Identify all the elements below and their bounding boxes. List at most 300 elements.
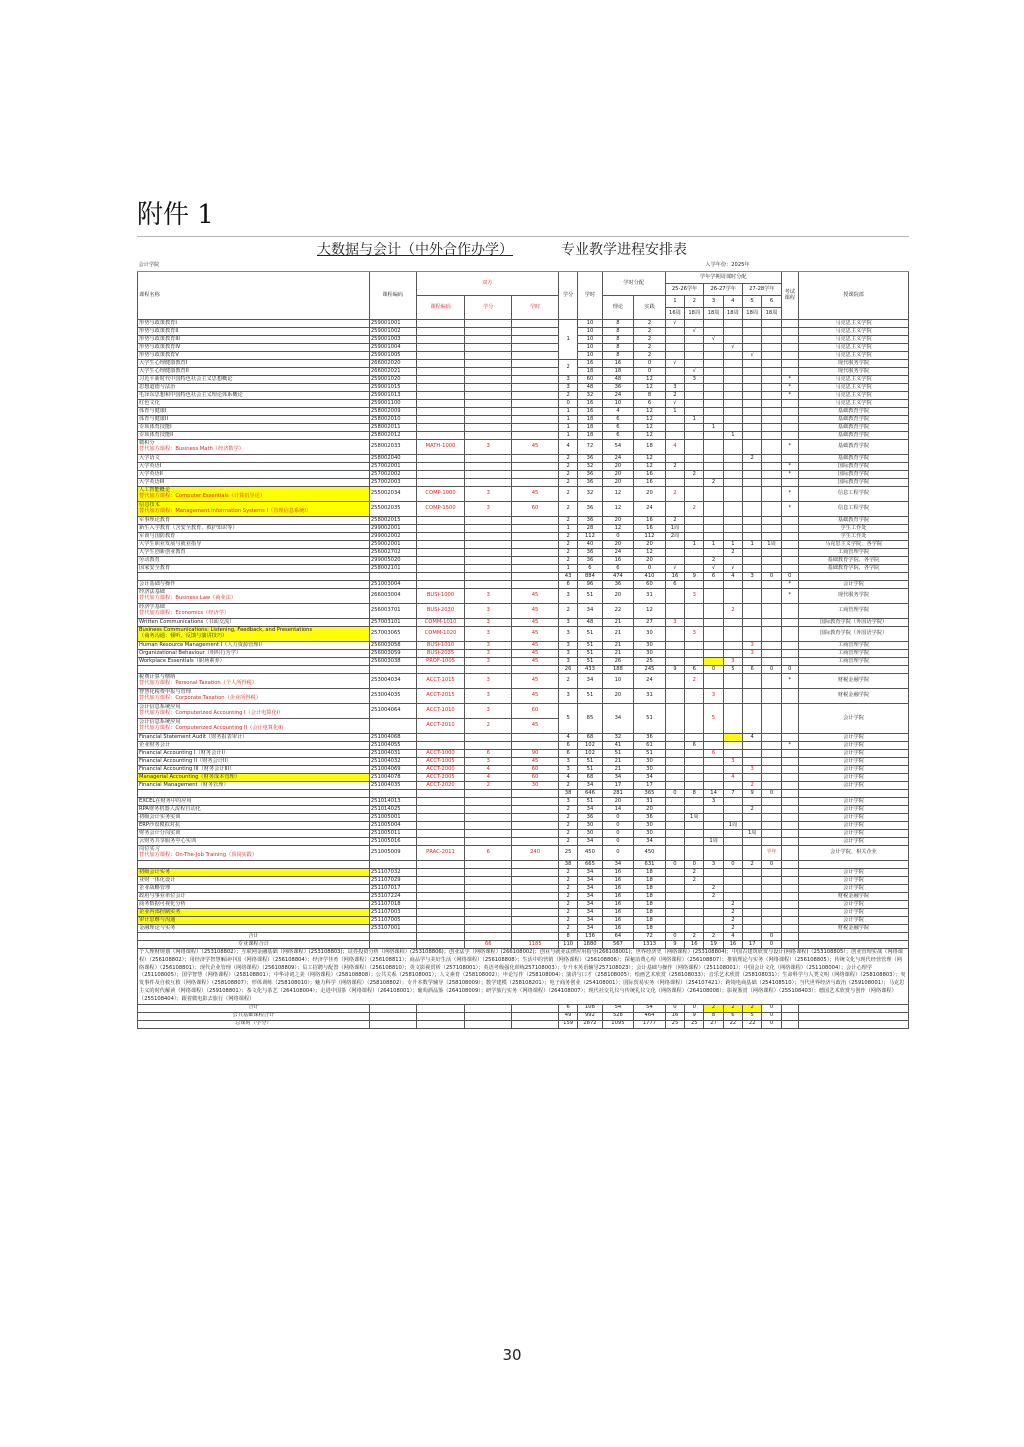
course-code: 251004035 [369,782,416,790]
foreign-credit [465,909,512,917]
semester-3-hours [704,627,723,642]
summary-hours: 992 [578,1012,602,1020]
semester-3-hours [704,549,723,557]
foreign-code: ACCT-1005 [416,758,465,766]
practice-hours: 18 [634,893,666,901]
foreign-hours [512,541,559,549]
teaching-dept: 国际教育学院（外国语学院） [798,619,908,627]
semester-1-hours [665,368,684,376]
semester-6-hours [762,479,781,487]
semester-4-hours: 2 [723,901,742,909]
credit: 2 [558,549,577,557]
hours: 36 [578,455,602,463]
semester-1-hours [665,822,684,830]
theory-hours: 21 [602,619,634,627]
foreign-code [416,909,465,917]
hours: 60 [578,376,602,384]
empty-cell [781,1004,798,1012]
course-code: 259001020 [369,376,416,384]
semester-1-hours [665,925,684,933]
summary-sem-4: 22 [723,1020,742,1028]
semester-1-hours: √ [665,360,684,368]
foreign-hours: 45 [512,627,559,642]
foreign-hours: 45 [512,440,559,455]
semester-1-hours [665,328,684,336]
course-name: 大学英语II [138,471,370,479]
foreign-credit [465,328,512,336]
practice-hours: 12 [634,416,666,424]
foreign-hours [512,432,559,440]
theory-hours: 8 [602,344,634,352]
credit: 3 [558,798,577,806]
teaching-dept: 工商管理学院 [798,549,908,557]
semester-6-hours [762,742,781,750]
hours: 102 [578,750,602,758]
teaching-dept: 马克思主义学院 [798,344,908,352]
course-code: 257002003 [369,479,416,487]
foreign-hours [512,471,559,479]
semester-3-hours: 1 [704,424,723,432]
semester-1-hours: 1 [665,408,684,416]
subtotal-sem-4: 5 [723,666,742,674]
credit: 1 [558,408,577,416]
semester-2-hours [685,455,704,463]
foreign-credit [465,806,512,814]
public-electives-row [138,949,909,1005]
foreign-hours [512,806,559,814]
semester-5-hours [743,525,762,533]
teaching-dept: 财税金融学院 [798,674,908,689]
hours: 34 [578,909,602,917]
theory-hours: 20 [602,541,634,549]
credit: 2 [558,487,577,502]
exam-flag [781,917,798,925]
subtotal-credit: 38 [558,790,577,798]
teaching-dept: 马克思主义学院、各学院 [798,541,908,549]
course-name-cn: 税费计算与缴纳 [139,674,176,681]
subtotal-sem-2: 8 [685,790,704,798]
theory-hours: 8 [602,336,634,344]
subtotal-name-cell [138,666,370,674]
header-foreign: 双方 [416,272,558,296]
hours: 51 [578,650,602,658]
semester-4-hours [723,627,742,642]
credit: 3 [558,376,577,384]
semester-4-hours [723,704,742,734]
subtotal-practice: 631 [634,861,666,869]
theory-hours: 51 [602,750,634,758]
exam-flag: * [781,589,798,604]
semester-1-hours: 1周 [665,525,684,533]
subtotal-code-cell [369,666,416,674]
hours: 34 [578,806,602,814]
subtotal-theory: 34 [602,861,634,869]
header-weeks-5: 18周 [743,308,762,320]
course-row [138,750,909,758]
foreign-credit: 3 [465,658,512,666]
semester-3-hours: 2 [704,893,723,901]
course-row [138,565,909,573]
header-year-2: 26-27学年 [704,284,743,296]
header-weeks-1: 16周 [665,308,684,320]
semester-6-hours [762,806,781,814]
semester-2-hours [685,344,704,352]
foreign-code [416,408,465,416]
foreign-credit: 3 [465,650,512,658]
semester-4-hours [723,517,742,525]
foreign-hours [512,869,559,877]
course-row [138,704,909,719]
course-row [138,352,909,360]
elective-total-sem-1: 0 [665,933,684,941]
semester-5-hours [743,925,762,933]
exam-flag: * [781,487,798,502]
exam-flag [781,541,798,549]
theory-hours: 12 [602,525,634,533]
summary-sem-6: 0 [762,1012,781,1020]
major-total-fhours: 1185 [512,941,559,949]
hours: 68 [578,734,602,742]
empty-cell [369,1012,416,1020]
course-row [138,925,909,933]
credit: 3 [558,758,577,766]
header-credit: 学分 [558,272,577,320]
theory-hours: 16 [602,917,634,925]
theory-hours: 12 [602,502,634,517]
semester-3-hours [704,533,723,541]
foreign-code: ACCT-1000 [416,750,465,758]
foreign-code [416,925,465,933]
major-total-sem-3: 19 [704,941,723,949]
practice-hours: 31 [634,689,666,704]
empty-cell [781,941,798,949]
semester-3-hours [704,901,723,909]
hours: 34 [578,885,602,893]
semester-3-hours [704,328,723,336]
course-code: 299002002 [369,533,416,541]
substitute-course: 替代加方课程：Computer Essentials（计算机导论） [139,493,266,499]
foreign-code: PROF-1005 [416,658,465,666]
foreign-code: COMM-1020 [416,627,465,642]
semester-1-hours [665,424,684,432]
subtotal-row [138,666,909,674]
teaching-dept: 基础教育学院 [798,440,908,455]
foreign-code [416,517,465,525]
subtotal-dept-cell [798,666,908,674]
semester-4-hours [723,360,742,368]
semester-4-hours [723,463,742,471]
foreign-code [416,814,465,822]
semester-3-hours: 2 [704,557,723,565]
foreign-hours [512,479,559,487]
semester-1-hours [665,838,684,846]
elective-total-sem-5 [743,933,762,941]
semester-1-hours [665,471,684,479]
foreign-hours [512,877,559,885]
foreign-hours: 45 [512,604,559,619]
hours: 16 [578,408,602,416]
foreign-hours: 60 [512,704,559,719]
course-name: 商务数据可视化分析 [138,901,370,909]
course-name [138,627,370,642]
teaching-dept: 马克思主义学院 [798,336,908,344]
practice-hours: 2 [634,328,666,336]
hours: 48 [578,619,602,627]
public-electives-note: 个人理财规划（网络课程）（253108802）；互联网金融基础（网络课程）(253108803)；证券投资分析（网络课程）(253108806)；创业法学（网络课程）(266108002)；创业与就业法律应用指导(266108001)；世界经济史（网络课程）(253108804)；中国古建筑欣赏与设计(网络课程)（253108805）；创业管理实战（网络课程）（256108802）；用经济学智慧解读中国（网络课程）（256108804）；经济学佳肴（网络课程）（256108811）；商品学与美好生活（网络课程）（256108808）；生活中的营销（网络课程）（256108806）；探秘消费心理（网络课程）（256108807）；推销理论与实务（网络课程）（256108805）；传统文化与现代经营管理（网络课程）（256108801）；现代企业管理（网络课程）（256108809）；员工招聘与配置（网络课程）（256108810）；英文影视赏析（257108001）；英语考级强化训练257108003）；专升本英语辅导257108023）；会计基础与操作（网络课程）（251108001）；中国会计文化（网络课程）（251108004）；会计心理学（251108005）；国学智慧（网络课程）（258108801）；中华诗词之美（网络课程）（258108808）；公共关系（258108001）；人文素育（258108002）；申论写作（258108004）；演讲与口才（258108005）；绘画艺术欣赏（258108033）；音乐艺术欣赏（258108031）；生命科学与人类文明（网络课程）（258108803）；突发事件及自救互救（网络课程）（258108807）；形体训练（258108010）；魅力科学（网络课程）（258108802）；专升本数学辅导（258108009）；数学建模（258108201）；电子商务创业（254108001）；国际贸易实务（网络课程）（254107421）；跨境电商基础（254108510）；当代世界经济与政治（259108001）；马克思主义的时代解读（网络课程）（259108801）；茶文化与茶艺（264108004）；走进中国茶（网络课程）（264108001）；葡萄酒品鉴（264108009）；研学旅行实务（网络课程）（264108007）；现代社交礼仪与传统礼仪文化（网络课程）（264108008）；影视鉴赏（网络课程）（255108403）；德国艺术欣赏与创作（网络课程）（255108404）；跟着微电影去旅行（网络课程） [138,949,909,1005]
hours: 18 [578,368,602,376]
foreign-credit: 3 [465,619,512,627]
semester-6-hours [762,619,781,627]
foreign-hours: 45 [512,642,559,650]
semester-1-hours [665,376,684,384]
course-name: Financial Statement Audit（财务报表审计） [138,734,370,742]
foreign-credit [465,360,512,368]
subtotal-hours: 665 [578,861,602,869]
subtotal-code-cell [369,790,416,798]
teaching-dept: 会计学院 [798,838,908,846]
empty-cell [798,1012,908,1020]
subtotal-sem-3: 14 [704,790,723,798]
semester-5-hours [743,557,762,565]
foreign-credit: 3 [465,689,512,704]
elective-total-hours: 136 [578,933,602,941]
course-name: 红色文化 [138,400,370,408]
semester-5-hours [743,901,762,909]
hours: 6 [578,565,602,573]
teaching-dept: 会计学院 [798,758,908,766]
exam-flag [781,619,798,627]
semester-4-hours: 1 [723,432,742,440]
foreign-hours [512,336,559,344]
teaching-dept: 基础教育学院 [798,408,908,416]
practice-hours: 18 [634,869,666,877]
course-name-translation: （商务沟通：倾听、反馈与演讲技巧） [139,633,228,639]
semester-2-hours [685,352,704,360]
practice-hours: 2 [634,344,666,352]
semester-6-hours [762,360,781,368]
summary-sem-1: 16 [665,1012,684,1020]
foreign-credit: 3 [465,502,512,517]
semester-4-hours [723,581,742,589]
teaching-dept: 基础教育学院 [798,517,908,525]
exam-flag [781,704,798,734]
summary-row [138,1012,909,1020]
course-row [138,806,909,814]
theory-hours: 17 [602,782,634,790]
foreign-credit [465,352,512,360]
course-name [138,719,370,734]
title-suffix: 专业教学进程安排表 [561,242,687,258]
semester-5-hours: 1周 [743,830,762,838]
semester-3-hours [704,814,723,822]
semester-6-hours: 半年 [762,846,781,861]
semester-2-hours [685,830,704,838]
course-name: Financial Accounting II（财务会计II） [138,758,370,766]
semester-6-hours [762,328,781,336]
course-code: 251004078 [369,774,416,782]
empty-cell [465,933,512,941]
course-row [138,479,909,487]
course-row [138,517,909,525]
theory-hours: 14 [602,806,634,814]
course-row [138,525,909,533]
theory-hours: 24 [602,455,634,463]
semester-2-hours [685,619,704,627]
semester-4-hours [723,392,742,400]
credit: 3 [558,627,577,642]
course-row [138,432,909,440]
foreign-code [416,734,465,742]
semester-6-hours [762,642,781,650]
semester-6-hours [762,344,781,352]
course-row [138,463,909,471]
header-course-name: 课程名称 [138,272,370,320]
foreign-code [416,877,465,885]
practice-hours: 20 [634,541,666,549]
empty-cell [416,1012,465,1020]
exam-flag [781,830,798,838]
foreign-hours [512,384,559,392]
semester-1-hours: 2 [665,517,684,525]
semester-1-hours [665,416,684,424]
hours: 48 [578,384,602,392]
major-total-sem-4: 16 [723,941,742,949]
course-code: 251004064 [369,704,416,719]
course-code: 258002011 [369,424,416,432]
subtotal-sem-5: 9 [743,790,762,798]
semester-4-hours: 1周 [723,822,742,830]
semester-6-hours [762,384,781,392]
summary-credit: 49 [558,1012,577,1020]
hours: 16 [578,400,602,408]
course-code: 251005004 [369,822,416,830]
foreign-hours: 90 [512,750,559,758]
meta-row [138,261,909,272]
semester-5-hours [743,750,762,758]
semester-1-hours [665,774,684,782]
course-row [138,604,909,619]
course-row [138,320,909,328]
semester-3-hours [704,877,723,885]
foreign-code [416,336,465,344]
semester-2-hours [685,384,704,392]
course-name: 新生入学教育（含安全教育、救护知识等） [138,525,370,533]
theory-hours: 0 [602,838,634,846]
semester-3-hours: 3 [704,689,723,704]
hours: 36 [578,502,602,517]
subtotal-credit: 43 [558,573,577,581]
credit: 1 [558,525,577,533]
semester-4-hours: √ [723,344,742,352]
credit: 1 [558,565,577,573]
exam-flag [781,642,798,650]
summary-practice: 54 [634,1004,666,1012]
foreign-hours [512,392,559,400]
course-code: 259001002 [369,328,416,336]
course-name: 毛泽东思想和中国特色社会主义理论体系概论 [138,392,370,400]
foreign-hours [512,525,559,533]
course-name [138,704,370,719]
header-weeks-2: 18周 [685,308,704,320]
page-number: 30 [502,1346,522,1364]
semester-4-hours [723,384,742,392]
foreign-hours: 45 [512,758,559,766]
theory-hours: 8 [602,352,634,360]
semester-3-hours: 2 [704,885,723,893]
theory-hours: 20 [602,471,634,479]
semester-4-hours [723,674,742,689]
foreign-hours: 60 [512,766,559,774]
semester-6-hours [762,440,781,455]
semester-2-hours [685,838,704,846]
semester-4-hours [723,619,742,627]
hours: 34 [578,838,602,846]
credit: 2 [558,838,577,846]
semester-3-hours [704,766,723,774]
semester-2-hours: 2 [685,471,704,479]
exam-flag [781,689,798,704]
foreign-code [416,424,465,432]
semester-6-hours [762,650,781,658]
semester-4-hours: √ [723,565,742,573]
credit: 3 [558,619,577,627]
exam-flag [781,604,798,619]
course-row [138,424,909,432]
foreign-hours [512,565,559,573]
credit: 2 [558,471,577,479]
foreign-hours [512,416,559,424]
semester-5-hours [743,627,762,642]
practice-hours: 6 [634,400,666,408]
exam-flag [781,627,798,642]
course-name [138,674,370,689]
foreign-hours: 45 [512,719,559,734]
semester-2-hours [685,549,704,557]
subtotal-code-cell [369,861,416,869]
semester-6-hours [762,487,781,502]
semester-5-hours [743,408,762,416]
empty-cell [781,1012,798,1020]
semester-1-hours [665,798,684,806]
exam-flag: * [781,674,798,689]
foreign-hours [512,885,559,893]
theory-hours: 12 [602,487,634,502]
semester-3-hours [704,830,723,838]
semester-6-hours [762,674,781,689]
hours: 51 [578,798,602,806]
semester-2-hours [685,525,704,533]
hours: 102 [578,742,602,750]
summary-sem-5: 2 [743,1004,762,1012]
empty-cell [369,933,416,941]
summary-sem-3: 8 [704,1012,723,1020]
course-row [138,627,909,642]
semester-2-hours [685,822,704,830]
semester-4-hours [723,368,742,376]
semester-1-hours [665,604,684,619]
theory-hours: 4 [602,408,634,416]
semester-5-hours [743,604,762,619]
empty-cell [512,1020,559,1028]
semester-2-hours [685,557,704,565]
course-name: 企业战略管理 [138,885,370,893]
course-name [138,440,370,455]
course-row [138,384,909,392]
hours: 40 [578,541,602,549]
semester-4-hours [723,487,742,502]
credit: 2 [558,502,577,517]
practice-hours: 0 [634,360,666,368]
